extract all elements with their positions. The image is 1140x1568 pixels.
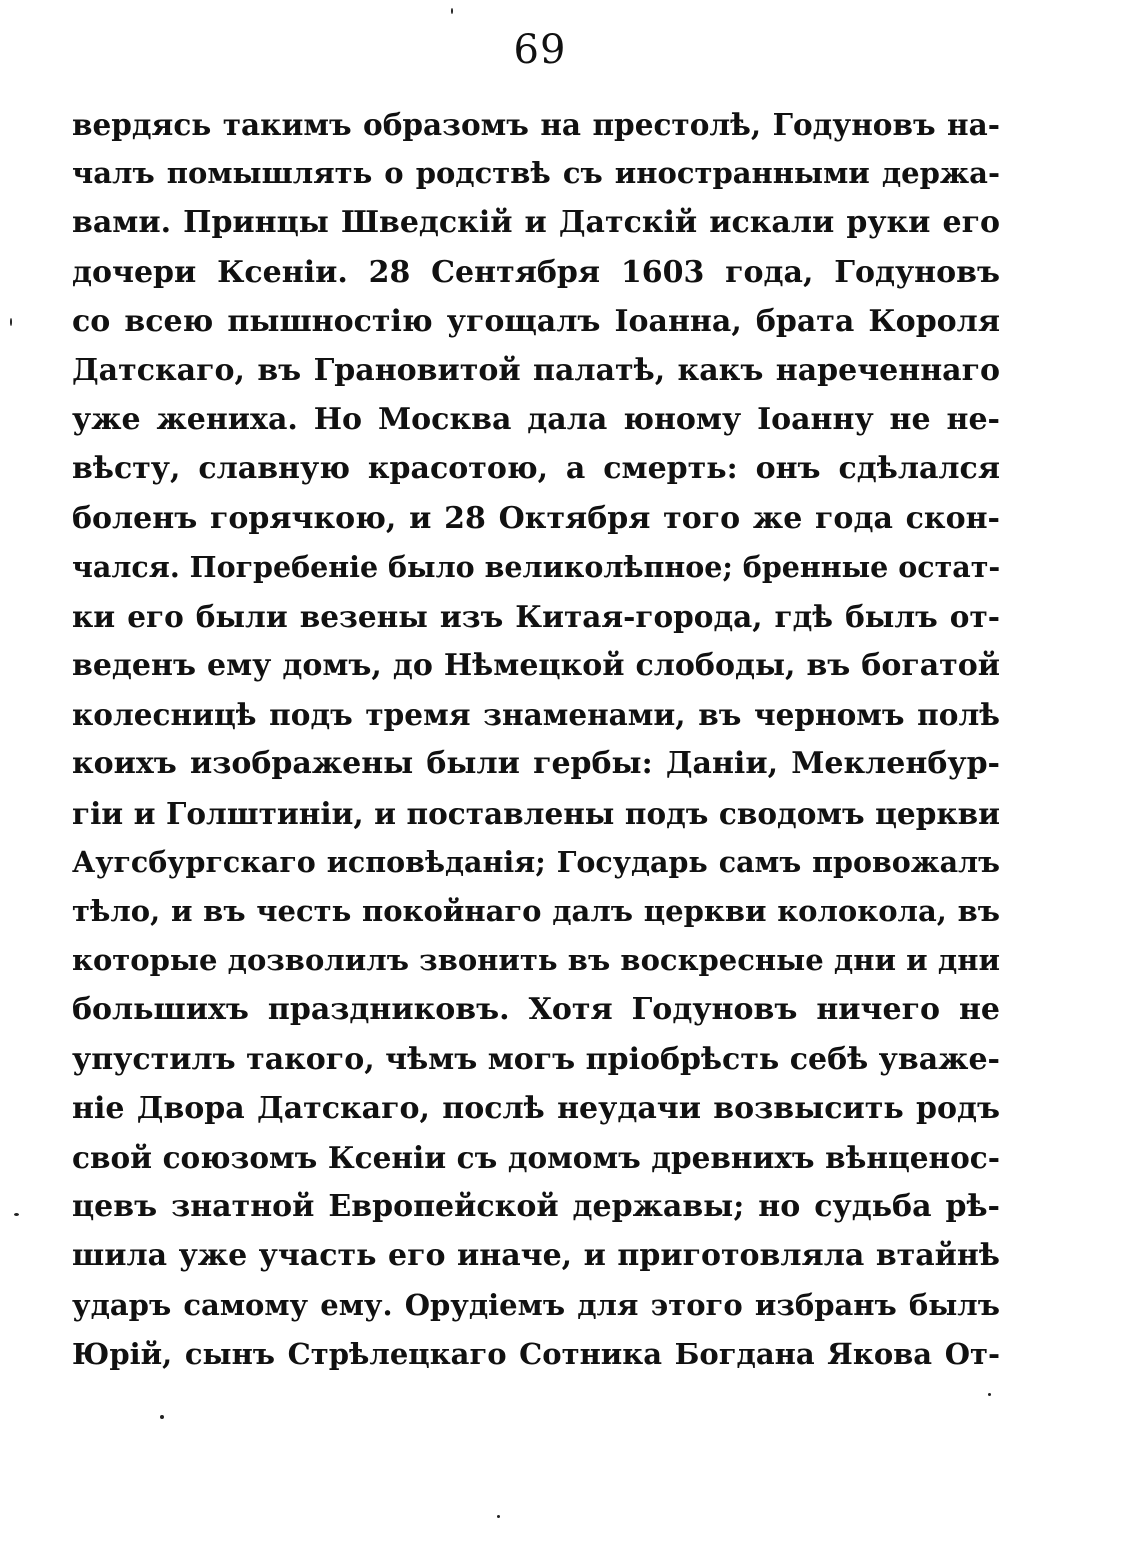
text-line: чался. Погребеніе было великолѣпное; бренные остат- xyxy=(72,549,1000,584)
scan-speck xyxy=(14,1213,19,1216)
text-line: боленъ горячкою, и 28 Октября того же года скон- xyxy=(72,500,1000,536)
text-line: колесницѣ подъ тремя знаменами, въ черномъ полѣ xyxy=(72,697,1000,733)
text-line: которые дозволилъ звонить въ воскресные дни и дни xyxy=(72,943,1000,978)
text-line: упустилъ такого, чѣмъ могъ пріобрѣсть себѣ уваже- xyxy=(72,1041,1000,1077)
text-line: большихъ праздниковъ. Хотя Годуновъ ничего не xyxy=(72,992,1000,1028)
text-line: свой союзомъ Ксеніи съ домомъ древнихъ вѣнценос- xyxy=(72,1139,1000,1175)
text-line: уже жениха. Но Москва дала юному Іоанну не не- xyxy=(72,402,1000,438)
text-line: дочери Ксеніи. 28 Сентября 1603 года, Годуновъ xyxy=(72,254,1000,290)
scan-speck xyxy=(497,1515,500,1518)
text-line: Датскаго, въ Грановитой палатѣ, какъ нареченнаго xyxy=(72,352,1000,388)
text-line: ніе Двора Датскаго, послѣ неудачи возвысить родъ xyxy=(72,1090,1000,1126)
text-line: вердясь такимъ образомъ на престолѣ, Годуновъ на- xyxy=(72,107,1000,142)
text-line: вѣсту, славную красотою, а смерть: онъ сдѣлался xyxy=(72,451,1000,487)
text-line: вами. Принцы Шведскій и Датскій искали руки его xyxy=(72,205,1000,241)
text-line: цевъ знатной Европейской державы; но судьба рѣ- xyxy=(72,1189,1000,1225)
scan-speck xyxy=(10,318,12,326)
scan-speck xyxy=(451,8,453,14)
body-text xyxy=(72,100,1000,1379)
page-number: 69 xyxy=(513,27,567,73)
text-line: коихъ изображены были гербы: Даніи, Мекленбур- xyxy=(72,746,1000,782)
text-line: ударъ самому ему. Орудіемъ для этого избранъ былъ xyxy=(72,1287,1000,1322)
scan-speck xyxy=(988,1393,991,1396)
text-line: Юрій, сынъ Стрѣлецкаго Сотника Богдана Якова От- xyxy=(72,1336,1000,1371)
text-line: ки его были везены изъ Китая-города, гдѣ былъ от- xyxy=(72,598,1000,634)
text-line: тѣло, и въ честь покойнаго далъ церкви колокола, въ xyxy=(72,894,1000,928)
text-line: со всею пышностію угощалъ Іоанна, брата Короля xyxy=(72,303,1000,339)
text-line: Аугсбургскаго исповѣданія; Государь самъ провожалъ xyxy=(72,844,1000,879)
text-line: шила уже участь его иначе, и приготовляла втайнѣ xyxy=(72,1238,1000,1274)
text-line: веденъ ему домъ, до Нѣмецкой слободы, въ богатой xyxy=(72,648,1000,684)
scan-speck xyxy=(160,1415,164,1419)
text-line: гіи и Голштиніи, и поставлены подъ сводомъ церкви xyxy=(72,795,1000,831)
text-line: чалъ помышлять о родствѣ съ иностранными держа- xyxy=(72,156,1000,191)
